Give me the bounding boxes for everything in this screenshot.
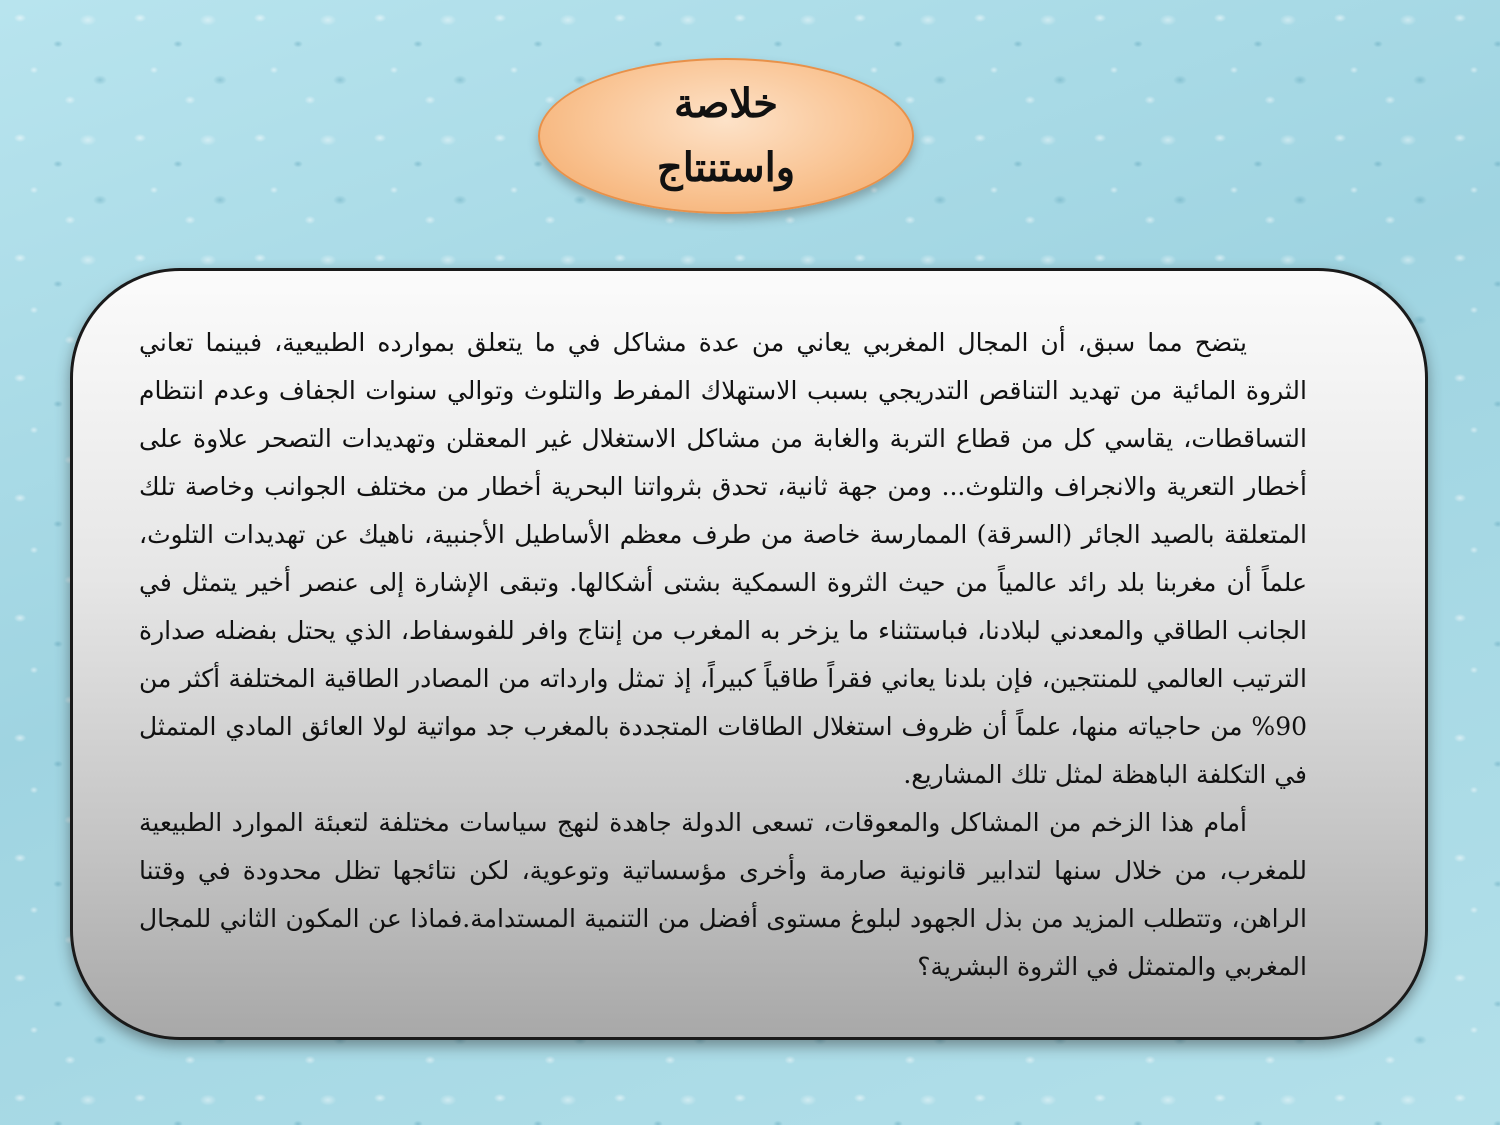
content-box bbox=[70, 268, 1428, 1040]
title-line-2: واستنتاج bbox=[656, 144, 796, 191]
title-line-1: خلاصة bbox=[674, 80, 779, 127]
content-text bbox=[139, 319, 1307, 991]
paragraph-2: أمام هذا الزخم من المشاكل والمعوقات، تسعى الدولة جاهدة لنهج سياسات مختلفة لتعبئة الموارد الطبيعية للمغرب، من خلال سنها لتدابير قانونية صارمة وأخرى مؤسساتية وتوعوية، لكن نتائجها تظل محدودة في وقتنا الراهن، وتتطلب المزيد من بذل الجهود لبلوغ مستوى أفضل من التنمية المستدامة.فماذا عن المكون الثاني للمجال المغربي والمتمثل في الثروة البشرية؟ bbox=[139, 808, 1307, 981]
paragraph-1: يتضح مما سبق، أن المجال المغربي يعاني من عدة مشاكل في ما يتعلق بموارده الطبيعية، فبينما تعاني الثروة المائية من تهديد التناقص التدريجي بسبب الاستهلاك المفرط والتلوث وتوالي سنوات الجفاف وعدم انتظام التساقطات، يقاسي كل من قطاع التربة والغابة من مشاكل الاستغلال غير المعقلن وتهديدات التصحر علاوة على أخطار التعرية والانجراف والتلوث... ومن جهة ثانية، تحدق بثرواتنا البحرية أخطار من مختلف الجوانب وخاصة تلك المتعلقة بالصيد الجائر (السرقة) الممارسة خاصة من طرف معظم الأساطيل الأجنبية، ناهيك عن تهديدات التلوث، علماً أن مغربنا بلد رائد عالمياً من حيث الثروة السمكية بشتى أشكالها. وتبقى الإشارة إلى عنصر أخير يتمثل في الجانب الطاقي والمعدني لبلادنا، فباستثناء ما يزخر به المغرب من إنتاج وافر للفوسفاط، الذي يحتل بفضله صدارة الترتيب العالمي للمنتجين، فإن بلدنا يعاني فقراً طاقياً كبيراً، إذ تمثل وارداته من المصادر الطاقية المختلفة أكثر من 90% من حاجياته منها، علماً أن ظروف استغلال الطاقات المتجددة بالمغرب جد مواتية لولا العائق المادي المتمثل في التكلفة الباهظة لمثل تلك المشاريع. bbox=[139, 328, 1307, 789]
title-oval bbox=[538, 58, 914, 214]
